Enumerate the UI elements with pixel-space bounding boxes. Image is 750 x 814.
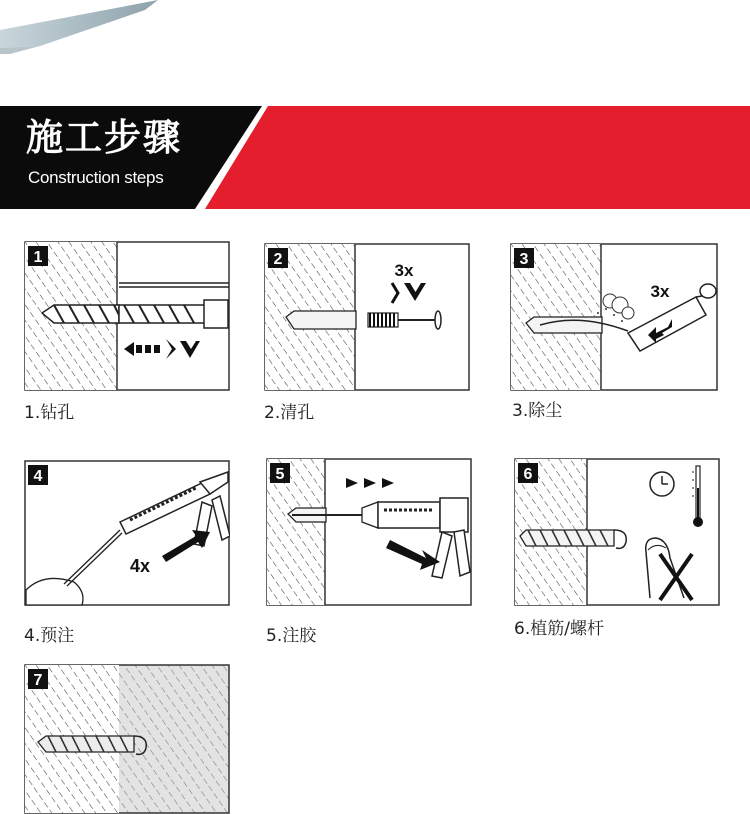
step-4-pre-inject [24, 460, 230, 646]
step-number-badge [518, 463, 538, 483]
svg-text:1: 1 [33, 249, 43, 266]
repeat-count: 3x [394, 261, 414, 280]
svg-text:2: 2 [273, 251, 283, 268]
step-1-label: 1.钻孔 [24, 403, 75, 423]
step-1-drill [24, 241, 230, 423]
step-5-label: 5.注胶 [266, 626, 317, 646]
step-number-badge [514, 248, 534, 268]
decorative-shard [0, 0, 180, 60]
svg-text:5: 5 [275, 466, 285, 483]
anchored-rod-icon [38, 736, 146, 754]
step-number-badge [270, 463, 290, 483]
step-number-badge [28, 669, 48, 689]
section-title: 施工步骤 [26, 116, 182, 159]
step-3-label: 3.除尘 [512, 401, 563, 421]
step-7-cure [24, 664, 230, 814]
step-3-remove-dust [510, 243, 718, 421]
step-number-badge [28, 465, 48, 485]
repeat-count: 3x [650, 282, 670, 301]
section-subtitle: Construction steps [28, 168, 164, 187]
svg-text:6: 6 [523, 466, 533, 483]
anchored-rod-icon [520, 530, 626, 548]
step-2-clean-hole [264, 243, 470, 423]
step-6-insert-rod [514, 458, 720, 639]
step-6-label: 6.植筋/螺杆 [514, 619, 604, 639]
repeat-count: 4x [129, 556, 151, 576]
svg-text:4: 4 [33, 468, 43, 485]
step-4-label: 4.预注 [24, 626, 75, 646]
svg-text:7: 7 [33, 672, 43, 689]
svg-text:3: 3 [519, 251, 529, 268]
step-2-label: 2.清孔 [264, 403, 315, 423]
step-5-inject-glue [266, 458, 472, 646]
step-number-badge [28, 246, 48, 266]
step-number-badge [268, 248, 288, 268]
